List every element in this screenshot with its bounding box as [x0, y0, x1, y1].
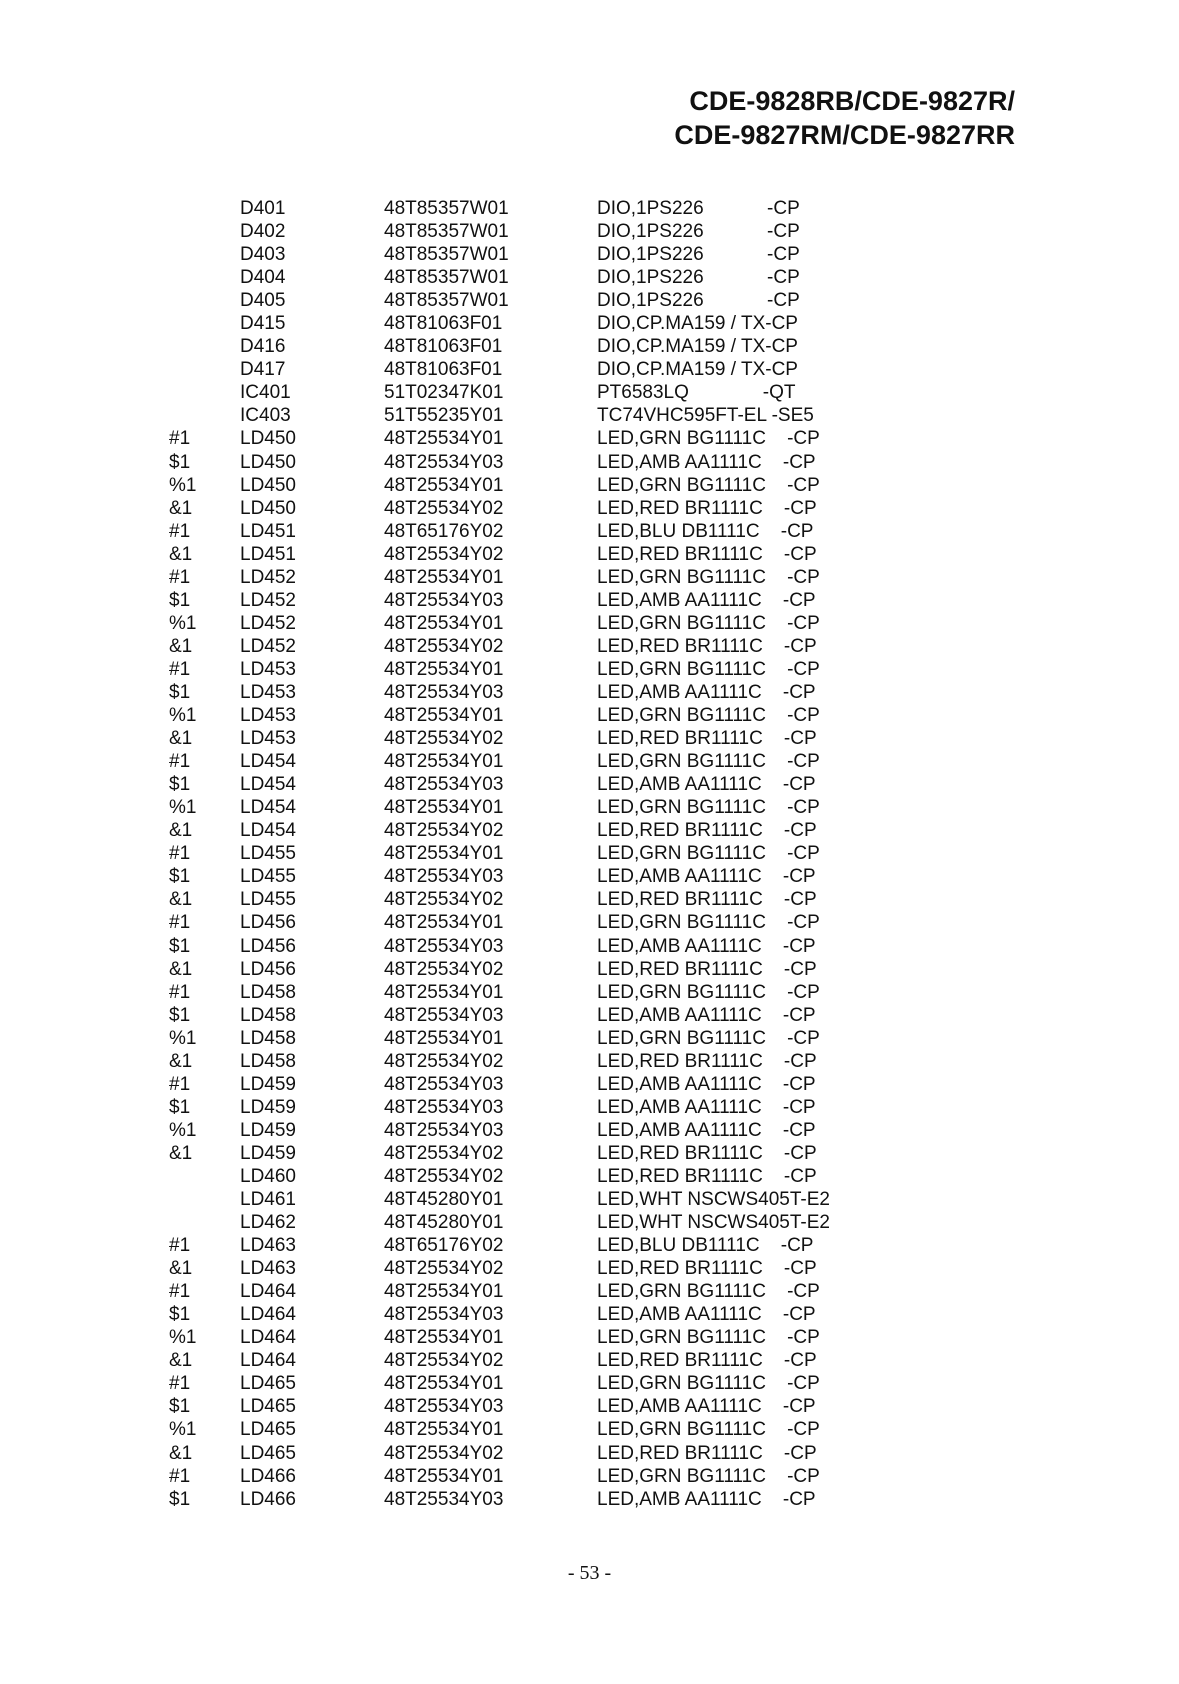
part-description: LED,GRN BG1111C -CP [597, 751, 820, 773]
part-number: 48T25534Y03 [384, 1488, 504, 1510]
part-description: LED,AMB AA1111C -CP [597, 1096, 816, 1118]
parts-row [0, 1326, 1179, 1349]
parts-row [0, 1488, 1179, 1511]
parts-row [0, 1096, 1179, 1119]
variant-mark: &1 [169, 497, 193, 519]
parts-row [0, 335, 1179, 358]
parts-list [0, 197, 1179, 1511]
variant-mark: $1 [169, 589, 191, 611]
part-number: 48T25534Y02 [384, 1142, 504, 1164]
parts-row [0, 1188, 1179, 1211]
parts-row [0, 1465, 1179, 1488]
variant-mark: #1 [169, 1373, 191, 1395]
reference-designator: LD459 [240, 1142, 296, 1164]
variant-mark: &1 [169, 1350, 193, 1372]
part-number: 48T25534Y03 [384, 1073, 504, 1095]
part-number: 48T25534Y01 [384, 428, 504, 450]
part-description: LED,WHT NSCWS405T-E2 [597, 1212, 830, 1234]
parts-row [0, 381, 1179, 404]
reference-designator: LD454 [240, 751, 296, 773]
part-number: 48T25534Y01 [384, 1327, 504, 1349]
variant-mark: %1 [169, 1027, 197, 1049]
part-description: LED,RED BR1111C -CP [597, 1142, 817, 1164]
part-number: 48T25534Y03 [384, 589, 504, 611]
part-description: LED,GRN BG1111C -CP [597, 1027, 820, 1049]
reference-designator: LD465 [240, 1396, 296, 1418]
part-number: 48T25534Y02 [384, 1258, 504, 1280]
part-description: DIO,1PS226 -CP [597, 244, 800, 266]
part-description: LED,AMB AA1111C -CP [597, 1304, 816, 1326]
part-number: 48T81063F01 [384, 336, 503, 358]
part-description: LED,GRN BG1111C -CP [597, 843, 820, 865]
parts-row [0, 243, 1179, 266]
part-description: LED,RED BR1111C -CP [597, 1258, 817, 1280]
reference-designator: D403 [240, 244, 286, 266]
part-number: 48T25534Y02 [384, 728, 504, 750]
parts-row [0, 958, 1179, 981]
part-description: DIO,1PS226 -CP [597, 290, 800, 312]
part-description: LED,AMB AA1111C -CP [597, 1396, 816, 1418]
reference-designator: D415 [240, 313, 286, 335]
parts-row [0, 589, 1179, 612]
part-description: LED,AMB AA1111C -CP [597, 1073, 816, 1095]
variant-mark: &1 [169, 958, 193, 980]
parts-row [0, 1280, 1179, 1303]
parts-row [0, 635, 1179, 658]
part-number: 48T45280Y01 [384, 1212, 504, 1234]
reference-designator: IC403 [240, 405, 291, 427]
parts-row [0, 704, 1179, 727]
part-number: 48T25534Y01 [384, 1419, 504, 1441]
variant-mark: $1 [169, 1396, 191, 1418]
reference-designator: LD455 [240, 866, 296, 888]
parts-row [0, 1142, 1179, 1165]
reference-designator: LD450 [240, 451, 296, 473]
part-number: 48T25534Y01 [384, 1465, 504, 1487]
parts-row [0, 681, 1179, 704]
reference-designator: LD466 [240, 1465, 296, 1487]
reference-designator: LD465 [240, 1419, 296, 1441]
reference-designator: LD458 [240, 1004, 296, 1026]
parts-row [0, 474, 1179, 497]
part-number: 48T25534Y01 [384, 981, 504, 1003]
reference-designator: LD450 [240, 497, 296, 519]
reference-designator: LD464 [240, 1304, 296, 1326]
variant-mark: $1 [169, 1488, 191, 1510]
part-number: 48T25534Y01 [384, 751, 504, 773]
parts-row [0, 266, 1179, 289]
variant-mark: &1 [169, 1050, 193, 1072]
part-description: DIO,CP.MA159 / TX-CP [597, 359, 798, 381]
variant-mark: %1 [169, 1419, 197, 1441]
parts-row [0, 497, 1179, 520]
part-description: LED,GRN BG1111C -CP [597, 1327, 820, 1349]
part-description: LED,GRN BG1111C -CP [597, 981, 820, 1003]
parts-row [0, 451, 1179, 474]
variant-mark: &1 [169, 1442, 193, 1464]
variant-mark: $1 [169, 1096, 191, 1118]
reference-designator: LD455 [240, 889, 296, 911]
part-number: 48T25534Y01 [384, 612, 504, 634]
variant-mark: #1 [169, 566, 191, 588]
parts-row [0, 981, 1179, 1004]
reference-designator: LD456 [240, 935, 296, 957]
part-number: 48T25534Y02 [384, 635, 504, 657]
variant-mark: $1 [169, 1304, 191, 1326]
reference-designator: LD466 [240, 1488, 296, 1510]
reference-designator: LD450 [240, 428, 296, 450]
reference-designator: LD458 [240, 1050, 296, 1072]
part-number: 48T25534Y03 [384, 1396, 504, 1418]
parts-row [0, 220, 1179, 243]
variant-mark: &1 [169, 889, 193, 911]
variant-mark: %1 [169, 797, 197, 819]
part-number: 48T85357W01 [384, 221, 509, 243]
part-number: 48T25534Y01 [384, 1027, 504, 1049]
reference-designator: LD455 [240, 843, 296, 865]
reference-designator: LD453 [240, 728, 296, 750]
reference-designator: LD452 [240, 635, 296, 657]
variant-mark: #1 [169, 1465, 191, 1487]
part-description: LED,GRN BG1111C -CP [597, 612, 820, 634]
parts-row [0, 819, 1179, 842]
parts-row [0, 773, 1179, 796]
part-number: 51T55235Y01 [384, 405, 504, 427]
parts-row [0, 727, 1179, 750]
reference-designator: LD463 [240, 1235, 296, 1257]
part-number: 48T25534Y03 [384, 1096, 504, 1118]
reference-designator: LD459 [240, 1119, 296, 1141]
reference-designator: LD464 [240, 1281, 296, 1303]
variant-mark: #1 [169, 1281, 191, 1303]
reference-designator: LD451 [240, 520, 296, 542]
parts-row [0, 1211, 1179, 1234]
part-number: 48T25534Y02 [384, 543, 504, 565]
part-description: LED,GRN BG1111C -CP [597, 658, 820, 680]
part-description: LED,BLU DB1111C -CP [597, 520, 814, 542]
reference-designator: LD453 [240, 658, 296, 680]
parts-row [0, 1119, 1179, 1142]
variant-mark: $1 [169, 681, 191, 703]
part-description: LED,RED BR1111C -CP [597, 728, 817, 750]
part-number: 48T25534Y03 [384, 1304, 504, 1326]
part-number: 48T85357W01 [384, 290, 509, 312]
part-number: 48T25534Y03 [384, 1004, 504, 1026]
part-description: LED,GRN BG1111C -CP [597, 428, 820, 450]
reference-designator: LD460 [240, 1165, 296, 1187]
reference-designator: LD452 [240, 612, 296, 634]
parts-row [0, 842, 1179, 865]
variant-mark: #1 [169, 981, 191, 1003]
part-description: LED,AMB AA1111C -CP [597, 589, 816, 611]
part-number: 48T25534Y01 [384, 1373, 504, 1395]
part-description: PT6583LQ -QT [597, 382, 796, 404]
reference-designator: LD452 [240, 566, 296, 588]
parts-row [0, 1004, 1179, 1027]
variant-mark: &1 [169, 820, 193, 842]
reference-designator: D417 [240, 359, 286, 381]
variant-mark: #1 [169, 751, 191, 773]
part-number: 48T25534Y02 [384, 1165, 504, 1187]
reference-designator: D402 [240, 221, 286, 243]
part-description: LED,AMB AA1111C -CP [597, 1004, 816, 1026]
part-description: LED,RED BR1111C -CP [597, 497, 817, 519]
part-description: LED,RED BR1111C -CP [597, 635, 817, 657]
part-description: DIO,CP.MA159 / TX-CP [597, 313, 798, 335]
reference-designator: IC401 [240, 382, 291, 404]
part-description: LED,WHT NSCWS405T-E2 [597, 1189, 830, 1211]
parts-row [0, 1050, 1179, 1073]
part-description: LED,AMB AA1111C -CP [597, 774, 816, 796]
part-description: LED,AMB AA1111C -CP [597, 866, 816, 888]
parts-row [0, 888, 1179, 911]
part-description: LED,RED BR1111C -CP [597, 543, 817, 565]
variant-mark: $1 [169, 935, 191, 957]
part-description: LED,AMB AA1111C -CP [597, 1488, 816, 1510]
part-description: LED,AMB AA1111C -CP [597, 681, 816, 703]
part-number: 48T25534Y02 [384, 889, 504, 911]
part-description: LED,RED BR1111C -CP [597, 820, 817, 842]
parts-row [0, 289, 1179, 312]
part-number: 48T65176Y02 [384, 1235, 504, 1257]
variant-mark: $1 [169, 1004, 191, 1026]
parts-row [0, 865, 1179, 888]
variant-mark: $1 [169, 451, 191, 473]
parts-row [0, 1027, 1179, 1050]
part-number: 48T25534Y01 [384, 912, 504, 934]
reference-designator: LD462 [240, 1212, 296, 1234]
parts-row [0, 197, 1179, 220]
part-number: 48T25534Y02 [384, 820, 504, 842]
reference-designator: LD454 [240, 774, 296, 796]
part-number: 48T25534Y01 [384, 797, 504, 819]
part-description: LED,GRN BG1111C -CP [597, 912, 820, 934]
reference-designator: LD450 [240, 474, 296, 496]
part-number: 48T25534Y01 [384, 843, 504, 865]
parts-row [0, 1395, 1179, 1418]
part-description: LED,GRN BG1111C -CP [597, 1373, 820, 1395]
parts-row [0, 1073, 1179, 1096]
variant-mark: &1 [169, 1142, 193, 1164]
part-description: LED,GRN BG1111C -CP [597, 1419, 820, 1441]
variant-mark: %1 [169, 705, 197, 727]
part-number: 48T25534Y01 [384, 1281, 504, 1303]
variant-mark: #1 [169, 428, 191, 450]
variant-mark: &1 [169, 728, 193, 750]
parts-row [0, 312, 1179, 335]
part-description: DIO,1PS226 -CP [597, 198, 800, 219]
part-number: 48T81063F01 [384, 313, 503, 335]
part-number: 48T81063F01 [384, 359, 503, 381]
reference-designator: D401 [240, 198, 286, 219]
variant-mark: $1 [169, 774, 191, 796]
part-description: LED,AMB AA1111C -CP [597, 451, 816, 473]
parts-row [0, 358, 1179, 381]
page-number: - 53 - [567, 1562, 612, 1584]
part-number: 48T25534Y02 [384, 1050, 504, 1072]
part-description: DIO,1PS226 -CP [597, 267, 800, 289]
part-number: 48T45280Y01 [384, 1189, 504, 1211]
model-title-line-1: CDE-9828RB/CDE-9827R/ [689, 86, 1015, 116]
parts-row [0, 1234, 1179, 1257]
parts-row [0, 1165, 1179, 1188]
part-description: DIO,CP.MA159 / TX-CP [597, 336, 798, 358]
reference-designator: LD464 [240, 1327, 296, 1349]
parts-row [0, 1442, 1179, 1465]
reference-designator: LD458 [240, 1027, 296, 1049]
part-number: 48T25534Y01 [384, 705, 504, 727]
variant-mark: #1 [169, 658, 191, 680]
part-description: LED,GRN BG1111C -CP [597, 797, 820, 819]
parts-row [0, 1303, 1179, 1326]
part-description: DIO,1PS226 -CP [597, 221, 800, 243]
variant-mark: #1 [169, 843, 191, 865]
part-number: 48T85357W01 [384, 267, 509, 289]
reference-designator: LD454 [240, 820, 296, 842]
part-number: 48T85357W01 [384, 198, 509, 219]
reference-designator: D416 [240, 336, 286, 358]
variant-mark: %1 [169, 612, 197, 634]
part-number: 48T25534Y03 [384, 866, 504, 888]
reference-designator: LD463 [240, 1258, 296, 1280]
part-description: LED,GRN BG1111C -CP [597, 1281, 820, 1303]
part-number: 48T25534Y01 [384, 474, 504, 496]
part-number: 48T25534Y02 [384, 497, 504, 519]
parts-row [0, 1349, 1179, 1372]
parts-row [0, 1372, 1179, 1395]
part-description: LED,BLU DB1111C -CP [597, 1235, 814, 1257]
part-description: LED,RED BR1111C -CP [597, 1165, 817, 1187]
part-number: 48T25534Y01 [384, 566, 504, 588]
parts-row [0, 404, 1179, 427]
reference-designator: LD458 [240, 981, 296, 1003]
part-number: 48T25534Y03 [384, 935, 504, 957]
parts-row [0, 427, 1179, 450]
parts-row [0, 911, 1179, 934]
parts-row [0, 796, 1179, 819]
parts-row [0, 520, 1179, 543]
reference-designator: LD456 [240, 958, 296, 980]
part-number: 48T65176Y02 [384, 520, 504, 542]
reference-designator: LD464 [240, 1350, 296, 1372]
reference-designator: LD459 [240, 1096, 296, 1118]
reference-designator: LD454 [240, 797, 296, 819]
variant-mark: $1 [169, 866, 191, 888]
parts-row [0, 935, 1179, 958]
parts-row [0, 1257, 1179, 1280]
parts-row [0, 1418, 1179, 1441]
reference-designator: LD465 [240, 1442, 296, 1464]
part-number: 51T02347K01 [384, 382, 504, 404]
part-number: 48T25534Y02 [384, 1442, 504, 1464]
part-number: 48T25534Y01 [384, 658, 504, 680]
reference-designator: D405 [240, 290, 286, 312]
model-title-line-2: CDE-9827RM/CDE-9827RR [674, 120, 1015, 150]
variant-mark: %1 [169, 1327, 197, 1349]
parts-row [0, 750, 1179, 773]
part-number: 48T85357W01 [384, 244, 509, 266]
reference-designator: LD452 [240, 589, 296, 611]
reference-designator: LD461 [240, 1189, 296, 1211]
part-number: 48T25534Y03 [384, 681, 504, 703]
part-description: LED,RED BR1111C -CP [597, 958, 817, 980]
part-description: LED,AMB AA1111C -CP [597, 935, 816, 957]
reference-designator: LD453 [240, 705, 296, 727]
part-number: 48T25534Y03 [384, 1119, 504, 1141]
reference-designator: LD453 [240, 681, 296, 703]
part-description: LED,RED BR1111C -CP [597, 889, 817, 911]
part-description: LED,AMB AA1111C -CP [597, 1119, 816, 1141]
part-description: LED,GRN BG1111C -CP [597, 474, 820, 496]
parts-row [0, 543, 1179, 566]
parts-row [0, 566, 1179, 589]
parts-row [0, 612, 1179, 635]
reference-designator: LD465 [240, 1373, 296, 1395]
variant-mark: &1 [169, 1258, 193, 1280]
parts-row [0, 658, 1179, 681]
variant-mark: #1 [169, 520, 191, 542]
part-description: LED,GRN BG1111C -CP [597, 1465, 820, 1487]
part-number: 48T25534Y03 [384, 774, 504, 796]
variant-mark: &1 [169, 635, 193, 657]
part-description: LED,GRN BG1111C -CP [597, 705, 820, 727]
part-number: 48T25534Y02 [384, 958, 504, 980]
variant-mark: %1 [169, 474, 197, 496]
variant-mark: #1 [169, 1235, 191, 1257]
part-number: 48T25534Y02 [384, 1350, 504, 1372]
part-description: TC74VHC595FT-EL -SE5 [597, 405, 814, 427]
reference-designator: D404 [240, 267, 286, 289]
document-header [674, 84, 1015, 152]
reference-designator: LD451 [240, 543, 296, 565]
variant-mark: %1 [169, 1119, 197, 1141]
part-description: LED,RED BR1111C -CP [597, 1350, 817, 1372]
variant-mark: &1 [169, 543, 193, 565]
variant-mark: #1 [169, 912, 191, 934]
variant-mark: #1 [169, 1073, 191, 1095]
part-number: 48T25534Y03 [384, 451, 504, 473]
part-description: LED,RED BR1111C -CP [597, 1442, 817, 1464]
reference-designator: LD456 [240, 912, 296, 934]
reference-designator: LD459 [240, 1073, 296, 1095]
part-description: LED,RED BR1111C -CP [597, 1050, 817, 1072]
part-description: LED,GRN BG1111C -CP [597, 566, 820, 588]
